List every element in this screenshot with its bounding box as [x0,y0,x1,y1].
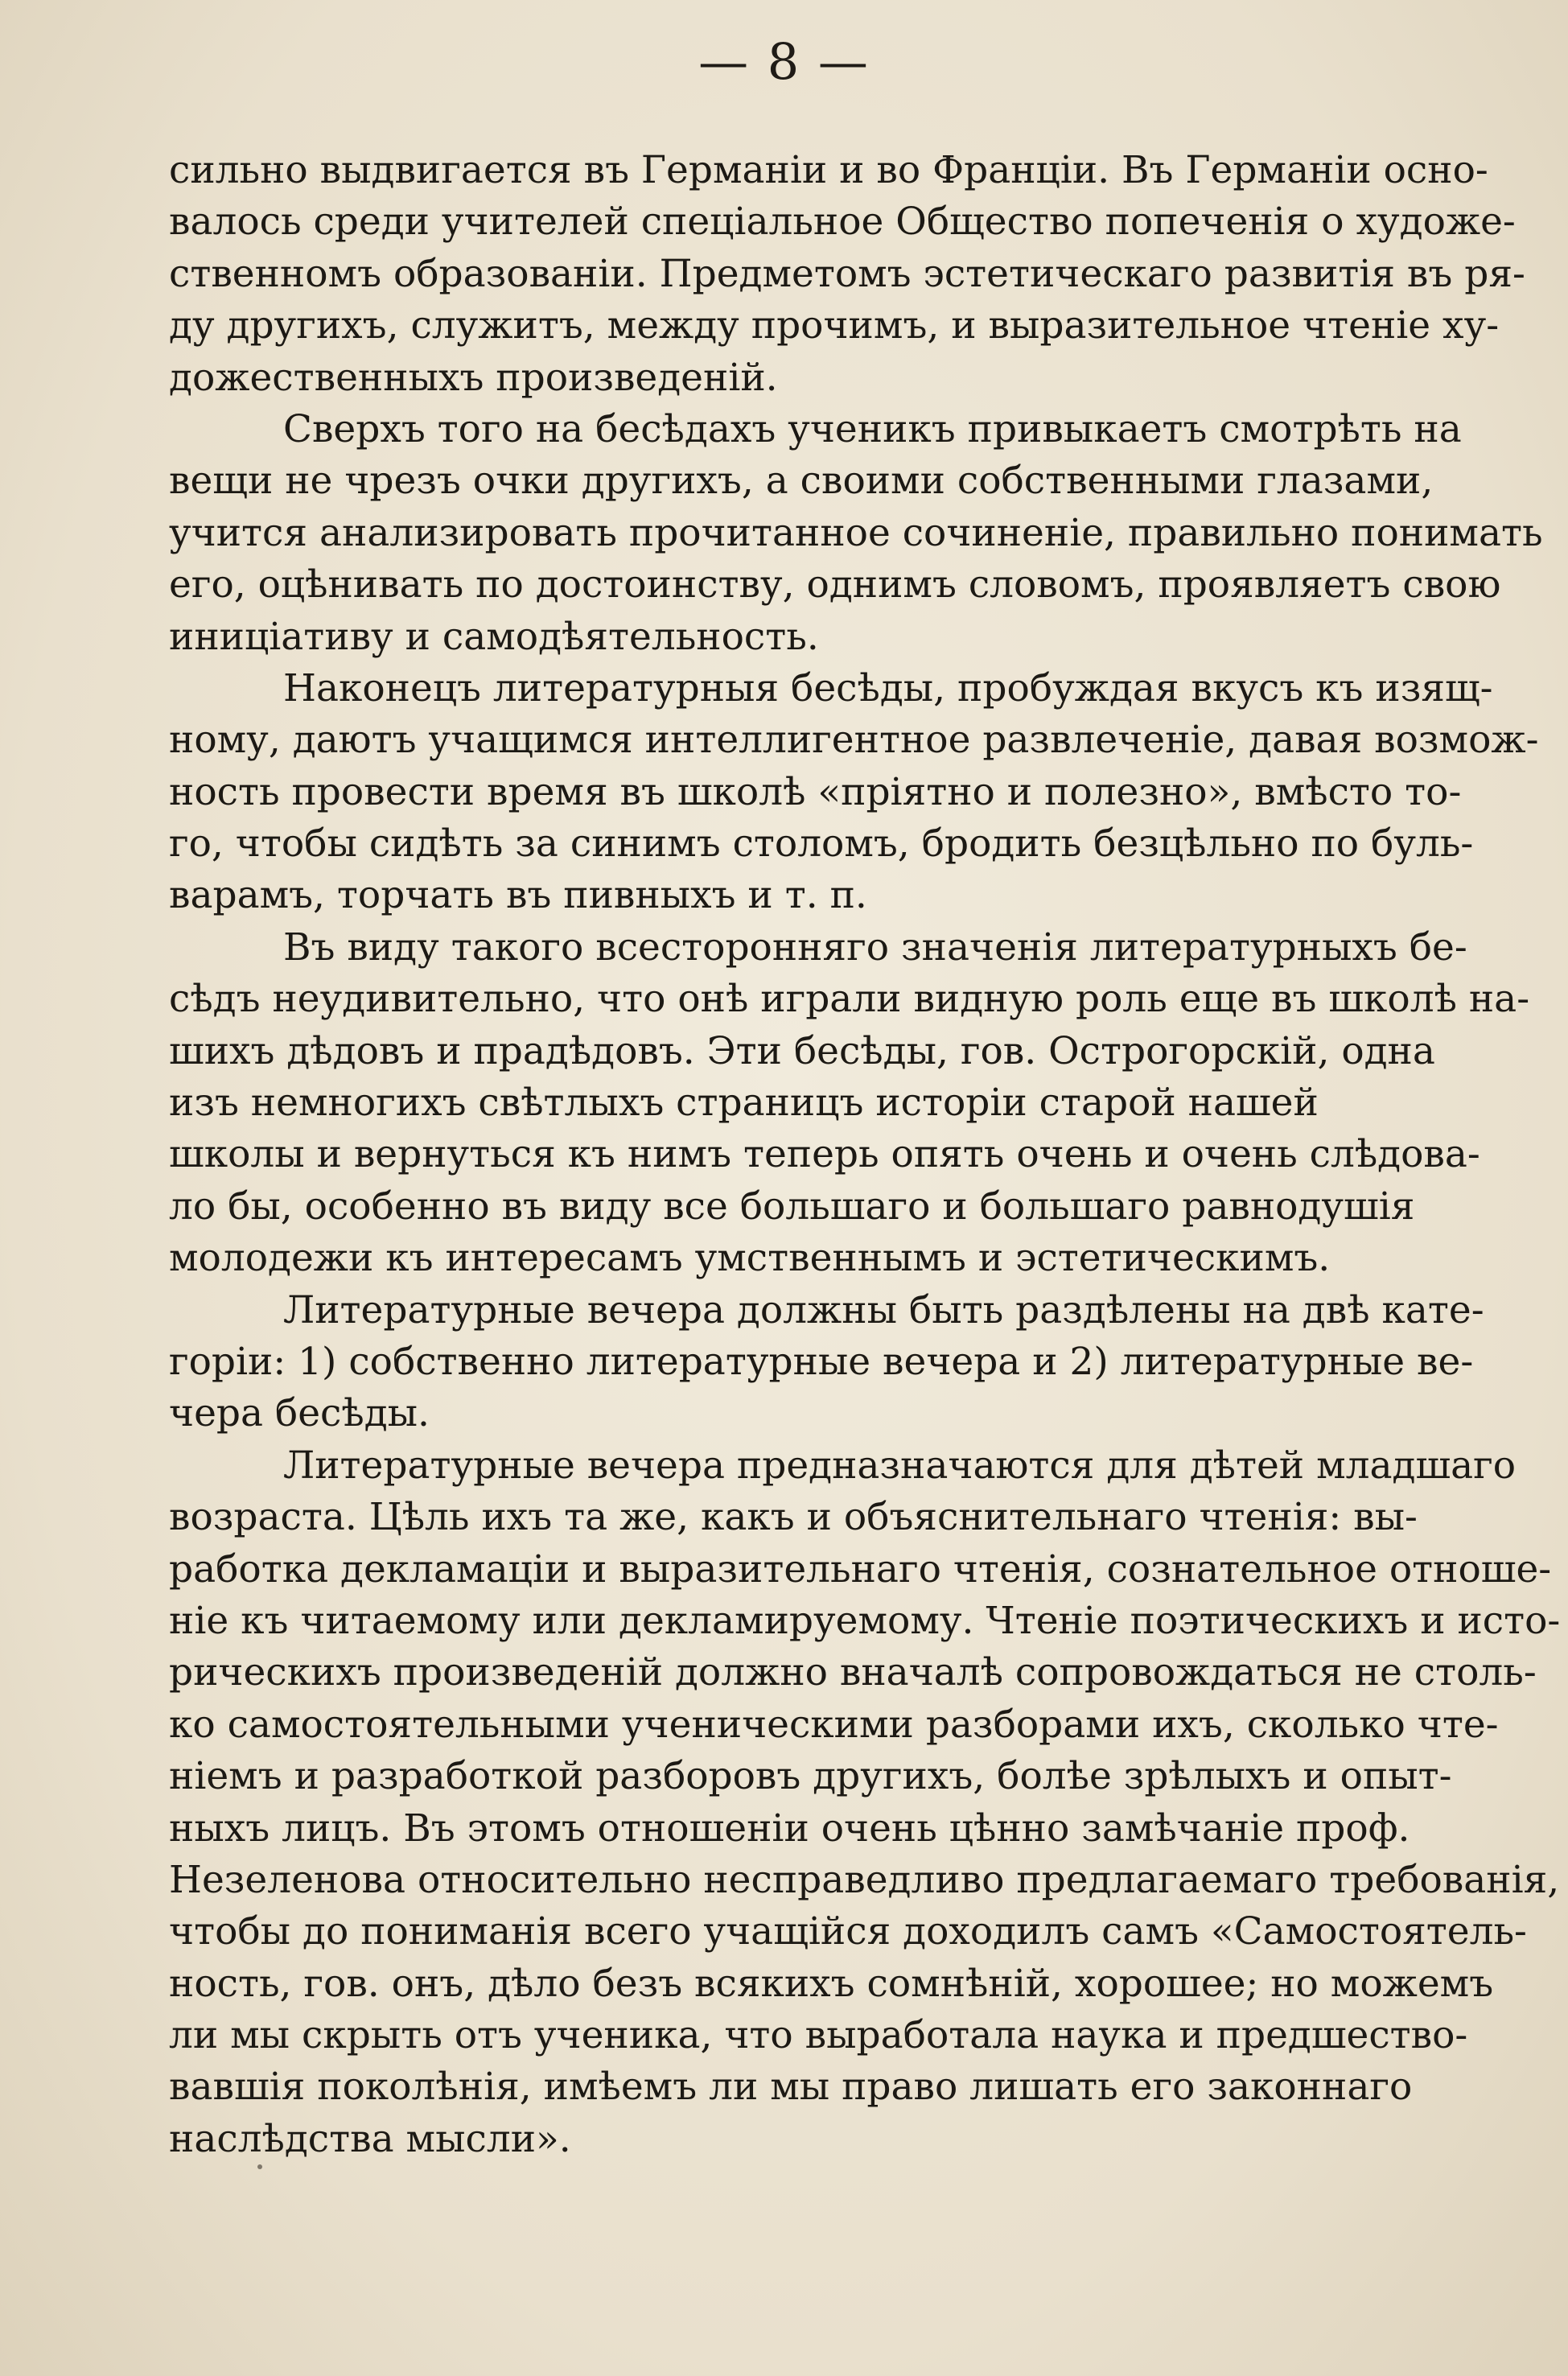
text-line: валось среди учителей спеціальное Общество попеченія о художе- [169,200,1516,245]
text-line: варамъ, торчать въ пивныхъ и т. п. [169,873,867,918]
text-line: чтобы до пониманія всего учащійся доходилъ самъ «Самостоятель- [169,1909,1527,1954]
text-line: наслѣдства мысли». [169,2116,571,2161]
paragraph-start-line: Наконецъ литературныя бесѣды, пробуждая вкусъ къ изящ- [283,665,1493,710]
text-line: ныхъ лицъ. Въ этомъ отношеніи очень цѣнно замѣчаніе проф. [169,1806,1410,1851]
text-line: сѣдъ неудивительно, что онѣ играли видную роль еще въ школѣ на- [169,977,1530,1022]
text-line: ность провести время въ школѣ «пріятно и полезно», вмѣсто то- [169,769,1462,814]
text-line: ніе къ читаемому или декламируемому. Чтеніе поэтическихъ и исто- [169,1598,1561,1643]
text-line: рическихъ произведеній должно вначалѣ сопровождаться не столь- [169,1650,1537,1695]
text-line: работка декламаціи и выразительнаго чтенія, сознательное отноше- [169,1546,1552,1592]
text-line: ко самостоятельными ученическими разборами ихъ, сколько чте- [169,1702,1499,1747]
paragraph-start-line: Литературные вечера предназначаются для дѣтей младшаго [283,1443,1517,1488]
text-line: ственномъ образованіи. Предметомъ эстетическаго развитія въ ря- [169,251,1525,296]
text-line: ли мы скрыть отъ ученика, что выработала наука и предшество- [169,2013,1468,2058]
paragraph-start-line: Въ виду такого всесторонняго значенія литературныхъ бе- [283,924,1467,970]
text-line: возраста. Цѣль ихъ та же, какъ и объяснительнаго чтенія: вы- [169,1495,1418,1540]
text-line: Незеленова относительно несправедливо предлагаемаго требованія, [169,1857,1560,1902]
page-number: — 8 — [698,32,870,91]
body-text [169,145,1561,2165]
text-line: вавшія поколѣнія, имѣемъ ли мы право лишать его законнаго [169,2065,1413,2110]
paragraph-start-line: Сверхъ того на бесѣдахъ ученикъ привыкаетъ смотрѣть на [283,406,1462,451]
text-line: дожественныхъ произведеній. [169,355,778,400]
text-line: вещи не чрезъ очки другихъ, а своими собственными глазами, [169,459,1434,504]
paragraph-start-line: Литературные вечера должны быть раздѣлены на двѣ кате- [283,1287,1484,1332]
paper-speck [257,2164,262,2169]
text-line: изъ немногихъ свѣтлыхъ страницъ исторіи старой нашей [169,1081,1319,1126]
text-line: школы и вернуться къ нимъ теперь опять очень и очень слѣдова- [169,1132,1480,1177]
text-line: его, оцѣнивать по достоинству, однимъ словомъ, проявляетъ свою [169,562,1501,607]
text-line: го, чтобы сидѣть за синимъ столомъ, бродить безцѣльно по буль- [169,822,1474,867]
text-line: сильно выдвигается въ Германіи и во Франціи. Въ Германіи осно- [169,148,1488,192]
text-line: шихъ дѣдовъ и прадѣдовъ. Эти бесѣды, гов. Острогорскій, одна [169,1028,1435,1073]
text-line: иниціативу и самодѣятельность. [169,614,819,659]
text-line: ду другихъ, служитъ, между прочимъ, и выразительное чтеніе ху- [169,303,1500,348]
text-line: чера бесѣды. [169,1391,430,1436]
text-line: ніемъ и разработкой разборовъ другихъ, болѣе зрѣлыхъ и опыт- [169,1754,1452,1799]
text-line: горіи: 1) собственно литературные вечера и 2) литературные ве- [169,1339,1474,1384]
text-line: молодежи къ интересамъ умственнымъ и эстетическимъ. [169,1236,1331,1281]
text-line: учится анализировать прочитанное сочиненіе, правильно понимать [169,510,1543,555]
text-line: ному, даютъ учащимся интеллигентное развлеченіе, давая возмож- [169,718,1539,763]
text-line: ность, гов. онъ, дѣло безъ всякихъ сомнѣній, хорошее; но можемъ [169,1961,1494,2006]
text-line: ло бы, особенно въ виду все большаго и большаго равнодушія [169,1184,1415,1229]
